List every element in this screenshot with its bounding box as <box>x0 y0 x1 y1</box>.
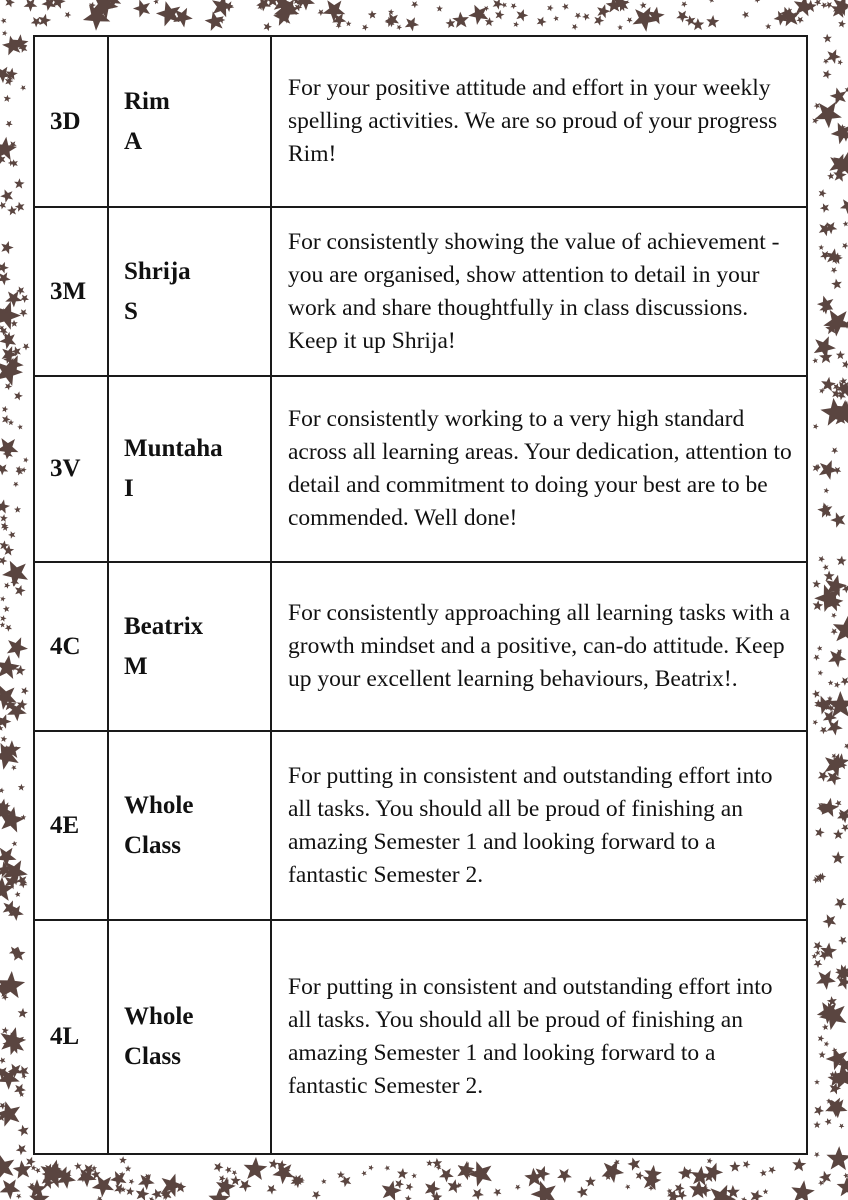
star-icon <box>763 1189 769 1195</box>
star-icon <box>813 654 820 660</box>
star-icon <box>15 891 21 897</box>
star-icon <box>153 0 159 4</box>
student-first-name: Rim <box>124 87 170 115</box>
star-icon <box>426 1160 433 1167</box>
star-icon <box>225 1166 232 1173</box>
star-icon <box>1 736 8 743</box>
star-icon <box>813 464 821 472</box>
star-icon <box>836 556 846 566</box>
student-last-name: S <box>124 297 138 325</box>
star-icon <box>0 499 10 513</box>
star-icon <box>26 1157 36 1167</box>
star-icon <box>149 1197 155 1200</box>
star-icon <box>823 914 837 928</box>
award-message: For consistently working to a very high standard across all learning areas. Your dedication, attention to detail and commitment to doing your best are to be commended. Well done! <box>271 376 807 562</box>
star-icon <box>388 9 394 15</box>
star-icon <box>835 800 842 807</box>
star-icon <box>822 564 828 570</box>
star-icon <box>411 1173 417 1179</box>
star-icon <box>129 1179 135 1185</box>
star-icon <box>384 1165 390 1171</box>
star-icon <box>842 360 848 368</box>
star-icon <box>65 12 72 19</box>
star-icon <box>23 457 28 463</box>
star-icon <box>830 512 845 528</box>
star-icon <box>814 336 836 358</box>
star-icon <box>814 103 821 110</box>
star-icon <box>821 377 836 392</box>
star-icon <box>468 5 488 25</box>
star-icon <box>826 1146 848 1170</box>
star-icon <box>0 725 3 731</box>
star-icon <box>133 0 150 18</box>
star-icon <box>729 1161 740 1172</box>
star-icon <box>597 4 610 18</box>
star-icon <box>267 1185 277 1195</box>
star-icon <box>0 438 18 459</box>
star-icon <box>405 17 419 31</box>
student-last-name: I <box>124 475 134 502</box>
star-icon <box>824 1041 830 1047</box>
star-icon <box>594 15 604 26</box>
star-icon <box>840 199 848 214</box>
student-last-name: A <box>124 127 143 155</box>
star-icon <box>627 1158 640 1171</box>
star-icon <box>640 2 647 9</box>
star-icon <box>831 279 842 290</box>
star-icon <box>495 10 505 20</box>
star-icon <box>515 1185 521 1191</box>
star-icon <box>575 13 582 19</box>
star-icon <box>820 203 830 213</box>
student-name <box>108 562 271 731</box>
star-icon <box>18 784 25 791</box>
star-icon <box>385 13 399 27</box>
star-icon <box>0 556 7 565</box>
star-icon <box>14 391 23 400</box>
star-icon <box>0 358 23 386</box>
star-icon <box>97 1196 103 1200</box>
star-icon <box>825 753 848 777</box>
star-icon <box>110 1171 127 1188</box>
star-icon <box>472 1188 484 1200</box>
star-icon <box>501 2 507 8</box>
star-icon <box>813 720 819 726</box>
star-icon <box>18 1008 28 1018</box>
star-icon <box>16 1194 22 1200</box>
star-icon <box>760 1169 767 1176</box>
star-icon <box>812 690 820 698</box>
student-first-name: Whole <box>124 1003 194 1030</box>
star-icon <box>312 1191 321 1200</box>
star-icon <box>844 743 848 749</box>
star-icon <box>425 1181 441 1197</box>
star-icon <box>0 615 7 622</box>
star-icon <box>395 1179 404 1189</box>
star-icon <box>21 687 29 695</box>
star-icon <box>839 1124 845 1130</box>
star-icon <box>397 1168 408 1179</box>
star-icon <box>5 0 15 7</box>
star-icon <box>35 1167 41 1173</box>
star-icon <box>825 1118 832 1125</box>
star-icon <box>765 23 771 29</box>
star-icon <box>1 18 7 24</box>
award-message: For consistently showing the value of achievement - you are organised, show attention to detail in your work and share thoughtfully in class discussions. Keep it up Shrija! <box>271 207 807 376</box>
star-icon <box>452 12 469 28</box>
star-icon <box>820 727 828 735</box>
star-icon <box>820 251 830 261</box>
star-icon <box>244 1157 268 1180</box>
star-icon <box>448 1179 462 1193</box>
star-icon <box>831 447 838 454</box>
star-icon <box>14 178 25 188</box>
star-icon <box>1 241 14 254</box>
star-icon <box>812 580 821 588</box>
star-icon <box>12 841 18 847</box>
class-code: 4L <box>34 920 108 1154</box>
star-icon <box>707 1158 713 1164</box>
star-icon <box>405 1195 412 1200</box>
student-last-name: M <box>124 652 148 680</box>
star-icon <box>3 605 10 612</box>
award-row <box>34 36 807 207</box>
star-icon <box>812 358 818 364</box>
star-icon <box>831 267 838 274</box>
award-row <box>34 376 807 562</box>
star-icon <box>126 1187 135 1196</box>
star-icon <box>368 1165 374 1171</box>
star-icon <box>0 137 17 160</box>
star-icon <box>321 1179 327 1185</box>
star-icon <box>5 625 12 632</box>
star-icon <box>10 320 17 327</box>
star-icon <box>814 1079 820 1085</box>
star-icon <box>10 159 18 167</box>
star-icon <box>74 1162 82 1170</box>
star-icon <box>432 1158 442 1168</box>
star-icon <box>531 1181 557 1200</box>
star-icon <box>828 680 834 686</box>
star-icon <box>0 301 21 329</box>
star-icon <box>814 1152 820 1158</box>
star-icon <box>317 9 324 16</box>
star-icon <box>814 1106 824 1116</box>
class-code: 4C <box>34 562 108 731</box>
award-row <box>34 920 807 1154</box>
star-icon <box>7 637 28 659</box>
star-icon <box>510 3 517 9</box>
award-row <box>34 207 807 376</box>
star-icon <box>0 714 11 729</box>
star-icon <box>8 419 14 425</box>
student-name <box>108 207 271 376</box>
star-icon <box>557 1169 572 1183</box>
award-message: For consistently approaching all learning tasks with a growth mindset and a positive, can-do attitude. Keep up your excellent learning behaviours, Beatrix!. <box>271 562 807 731</box>
star-icon <box>834 682 840 689</box>
star-icon <box>818 771 829 782</box>
star-icon <box>677 1190 687 1200</box>
star-icon <box>819 189 827 197</box>
star-icon <box>617 25 623 31</box>
star-icon <box>24 0 38 12</box>
star-icon <box>22 343 29 350</box>
star-icon <box>828 649 846 667</box>
star-icon <box>741 1197 747 1200</box>
star-icon <box>0 272 11 285</box>
star-icon <box>824 570 835 581</box>
star-icon <box>815 950 821 956</box>
star-icon <box>2 30 8 36</box>
star-icon <box>582 13 590 21</box>
star-icon <box>214 1162 224 1172</box>
star-icon <box>239 1180 252 1192</box>
student-last-name: Class <box>124 831 181 859</box>
class-code: 3D <box>34 36 108 207</box>
star-icon <box>842 243 848 250</box>
star-icon <box>827 172 834 179</box>
star-icon <box>755 0 761 3</box>
star-icon <box>709 0 715 3</box>
star-icon <box>340 1176 352 1188</box>
star-icon <box>825 2 832 9</box>
star-icon <box>818 245 824 251</box>
star-icon <box>2 561 28 587</box>
star-icon <box>493 0 504 10</box>
star-icon <box>830 88 847 105</box>
star-icon <box>585 1176 596 1187</box>
star-icon <box>627 17 633 23</box>
star-icon <box>0 202 6 210</box>
star-icon <box>818 1035 825 1042</box>
star-icon <box>0 262 9 274</box>
star-icon <box>813 941 823 950</box>
star-icon <box>406 1183 414 1191</box>
star-icon <box>553 16 559 22</box>
star-icon <box>813 1121 820 1128</box>
star-icon <box>51 0 65 9</box>
star-icon <box>5 77 14 86</box>
star-icon <box>840 677 848 686</box>
star-icon <box>833 829 844 839</box>
star-icon <box>125 1165 132 1171</box>
student-first-name: Muntaha <box>124 435 223 462</box>
star-icon <box>0 622 5 628</box>
star-icon <box>361 1171 367 1177</box>
star-icon <box>19 309 27 317</box>
student-name <box>108 36 271 207</box>
star-icon <box>368 10 377 19</box>
star-icon <box>547 5 554 12</box>
star-icon <box>843 221 848 227</box>
star-icon <box>4 582 10 589</box>
star-icon <box>513 21 519 27</box>
star-icon <box>818 1180 824 1186</box>
star-icon <box>572 24 578 31</box>
star-icon <box>151 1189 162 1200</box>
award-message: For putting in consistent and outstanding effort into all tasks. You should all be proud of finishing an amazing Semester 1 and looking forward to a fantastic Semester 2. <box>271 920 807 1154</box>
student-first-name: Beatrix <box>124 612 204 640</box>
star-icon <box>2 1027 9 1034</box>
star-icon <box>346 21 352 27</box>
star-icon <box>7 206 17 216</box>
star-icon <box>813 424 819 430</box>
star-icon <box>264 22 272 31</box>
star-icon <box>436 5 443 12</box>
star-icon <box>156 1 180 26</box>
award-row <box>34 731 807 920</box>
star-icon <box>841 824 848 832</box>
star-icon <box>831 123 848 145</box>
star-icon <box>827 720 843 736</box>
star-icon <box>2 406 8 413</box>
star-icon <box>822 1024 829 1031</box>
class-code: 3M <box>34 207 108 376</box>
star-icon <box>136 1187 150 1200</box>
star-icon <box>827 771 842 786</box>
star-icon <box>816 970 836 990</box>
star-icon <box>38 14 51 27</box>
student-first-name: Shrija <box>124 257 191 285</box>
star-icon <box>633 7 658 32</box>
star-icon <box>813 600 824 611</box>
star-icon <box>636 1171 644 1180</box>
class-code: 3V <box>34 376 108 562</box>
star-icon <box>537 17 547 27</box>
star-icon <box>20 85 26 91</box>
star-icon <box>823 70 832 79</box>
star-icon <box>0 1154 14 1180</box>
star-icon <box>602 1161 625 1184</box>
star-icon <box>396 25 402 31</box>
star-icon <box>838 59 844 65</box>
star-icon <box>439 1168 454 1182</box>
star-icon <box>824 488 830 494</box>
student-first-name: Whole <box>124 791 194 819</box>
star-icon <box>837 1177 848 1197</box>
star-icon <box>8 531 15 539</box>
star-icon <box>11 765 17 771</box>
star-icon <box>0 155 6 164</box>
star-icon <box>17 424 23 430</box>
star-icon <box>831 628 838 635</box>
star-icon <box>256 0 271 11</box>
star-icon <box>411 1 418 8</box>
student-name <box>108 376 271 562</box>
star-icon <box>0 1057 6 1064</box>
star-icon <box>815 827 825 837</box>
star-icon <box>16 1144 27 1155</box>
star-icon <box>791 1180 815 1200</box>
star-icon <box>0 189 13 202</box>
star-icon <box>15 585 26 596</box>
star-icon <box>832 851 845 864</box>
star-icon <box>4 95 12 102</box>
star-icon <box>743 1160 751 1168</box>
star-icon <box>15 202 25 212</box>
star-icon <box>577 1186 588 1198</box>
star-icon <box>0 514 8 522</box>
star-icon <box>831 613 837 619</box>
star-icon <box>812 953 818 959</box>
star-icon <box>562 3 569 10</box>
award-row <box>34 562 807 731</box>
awards-table <box>33 35 808 1155</box>
star-icon <box>0 788 5 794</box>
star-icon <box>681 1 687 7</box>
star-icon <box>20 295 29 303</box>
star-icon <box>119 1156 127 1164</box>
star-icon <box>834 898 846 910</box>
star-icon <box>446 18 456 28</box>
star-icon <box>625 1184 631 1190</box>
star-icon <box>269 1159 279 1169</box>
star-icon <box>0 655 20 679</box>
star-icon <box>768 1166 776 1174</box>
star-icon <box>823 310 848 337</box>
star-icon <box>706 15 719 28</box>
star-icon <box>362 24 369 31</box>
class-code: 4E <box>34 731 108 920</box>
star-icon <box>13 482 19 488</box>
star-icon <box>751 1190 764 1200</box>
student-name <box>108 920 271 1154</box>
star-icon <box>819 1051 826 1058</box>
star-icon <box>14 506 21 513</box>
star-icon <box>742 11 749 19</box>
star-icon <box>838 936 847 945</box>
student-last-name: Class <box>124 1043 181 1070</box>
star-icon <box>818 670 824 676</box>
star-icon <box>0 464 8 475</box>
star-icon <box>6 121 13 128</box>
star-icon <box>836 351 845 360</box>
award-message: For your positive attitude and effort in your weekly spelling activities. We are so proud of your progress Rim! <box>271 36 807 207</box>
award-message: For putting in consistent and outstanding effort into all tasks. You should all be proud of finishing an amazing Semester 1 and looking forward to a fantastic Semester 2. <box>271 731 807 920</box>
star-icon <box>823 34 832 43</box>
star-icon <box>818 556 825 563</box>
star-icon <box>814 960 823 969</box>
star-icon <box>232 1170 238 1176</box>
star-icon <box>833 467 841 475</box>
star-icon <box>0 596 6 602</box>
star-icon <box>18 1125 29 1136</box>
star-icon <box>796 17 804 24</box>
star-icon <box>817 645 823 651</box>
star-icon <box>792 1158 806 1172</box>
star-icon <box>493 1188 501 1196</box>
student-name <box>108 731 271 920</box>
star-icon <box>516 9 528 21</box>
star-icon <box>817 502 832 517</box>
star-icon <box>468 1161 492 1186</box>
star-icon <box>838 20 846 28</box>
star-icon <box>230 1175 241 1185</box>
